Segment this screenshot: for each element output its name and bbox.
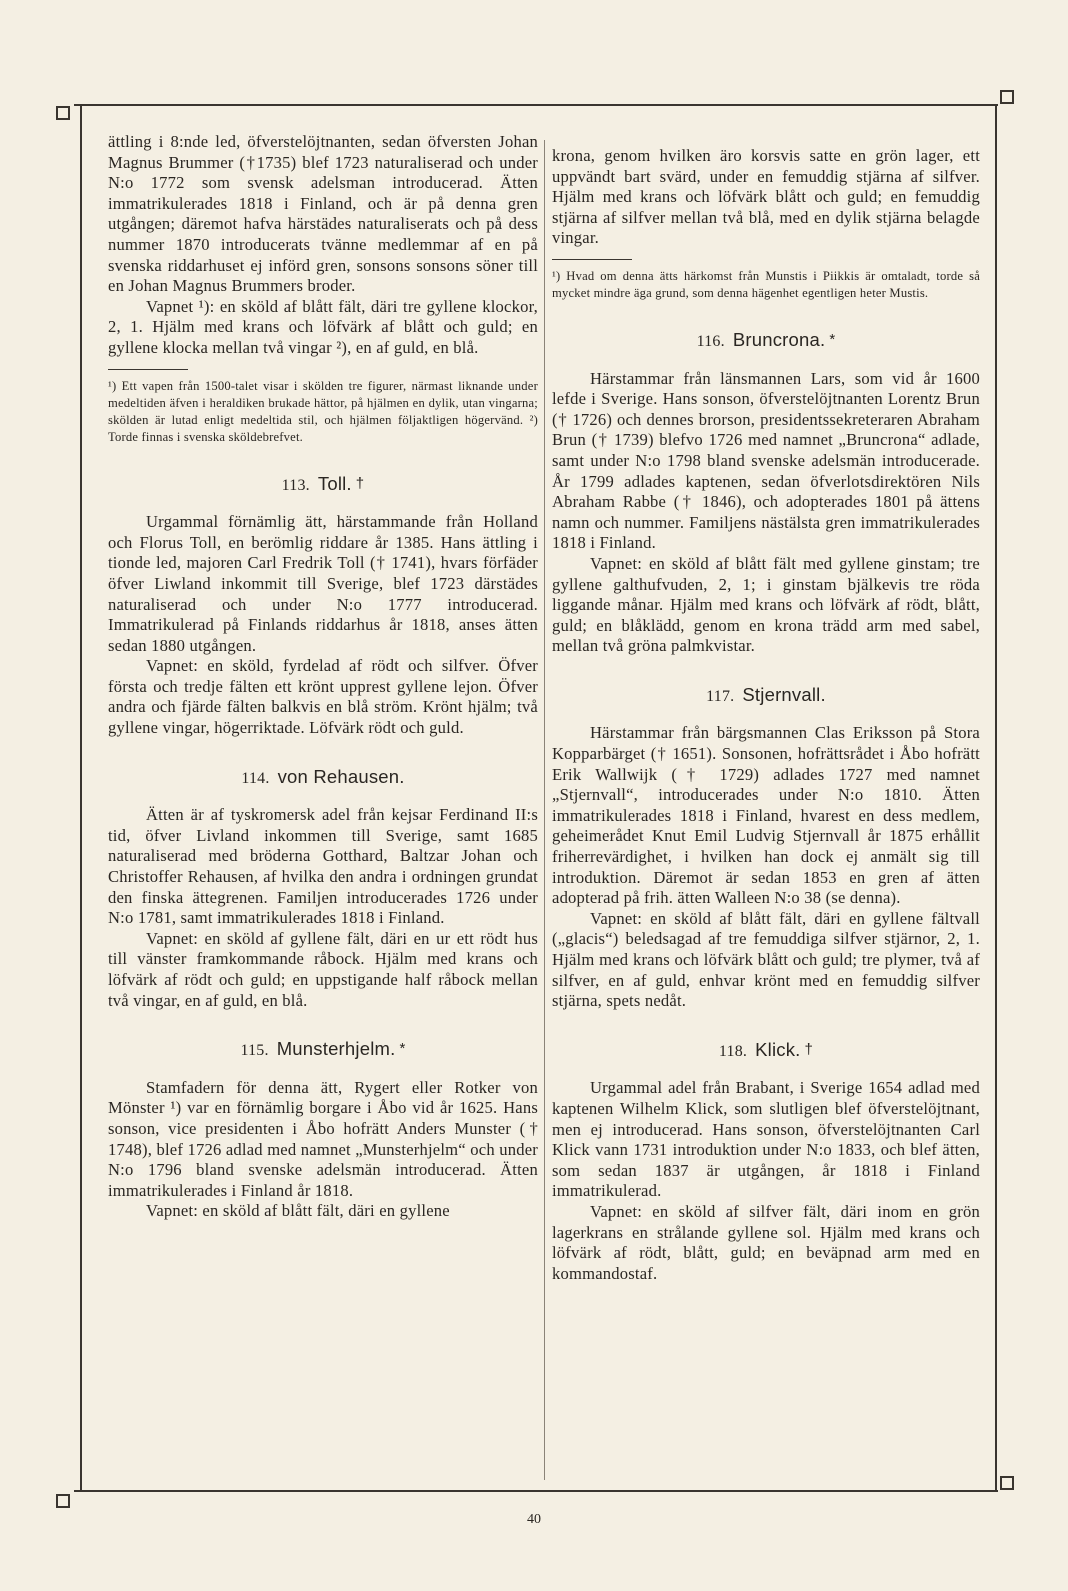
frame-bottom-rule xyxy=(74,1490,998,1492)
right-footnote: ¹) Hvad om denna ätts härkomst från Munstis i Piikkis är omtaladt, torde så mycket mindre äga grund, som denna hägenhet egentligen heter Mustis. xyxy=(552,268,980,300)
asterisk-mark: * xyxy=(399,1040,406,1058)
frame-corner-bottom-left xyxy=(56,1494,70,1508)
entry-number: 118. xyxy=(718,1042,748,1060)
frame-left-rule xyxy=(80,104,82,1492)
entry-number: 117. xyxy=(706,687,735,705)
munsterhjelm-paragraph-2: Vapnet: en sköld af blått fält, däri en gyllene xyxy=(146,1201,450,1221)
extinct-mark: † xyxy=(355,474,365,492)
extinct-mark: † xyxy=(804,1040,814,1058)
left-intro-paragraph-1: ättling i 8:nde led, öfverstelöjtnanten, sedan öfversten Johan Magnus Brummer (†1735) blef 1723 naturaliserad och under N:o 1772 som svensk adelsman introducerad. Ätten immatrikulerades 1818 i Finland, och är på denna gren utgången; däremot hafva härstädes naturaliserats och på dess nummer 1870 introducerats tvänne medlemmar af en på svenska riddarhuset ej införd gren, sonsons sonsons söner till en Johan Magnus Brummers broder. xyxy=(108,132,538,296)
right-intro-paragraph: krona, genom hvilken äro korsvis satte en grön lager, ett uppvändt bart svärd, under en femuddig stjärna af silfver. Hjälm med krans och löfvärk blått och guld; en femuddig stjärna af silfver mellan två blå, med en dylik stjärna belagde vingar. xyxy=(552,146,980,248)
heading-117 xyxy=(552,685,980,708)
entry-name: Toll. xyxy=(317,472,352,494)
right-column xyxy=(552,146,980,1284)
entry-number: 116. xyxy=(696,332,725,350)
bruncrona-paragraph-1: Härstammar från länsmannen Lars, som vid år 1600 lefde i Sverige. Hans sonson, öfverstelöjtnanten Lorentz Brun († 1726) och dennes brorson, presidentssekreteraren Abraham Brun († 1739) blefvo 1726 med namnet „Bruncrona“ adlade, samt under N:o 1798 bland svenske adelsmän introducerade. År 1799 adlades kaptenen, sedan öfverlotsdirektören Nils Abraham Rabbe († 1846), och adopterades 1801 på ättens namn och nummer. Familjens nästälsta gren immatrikulerades 1818 i Finland. xyxy=(552,368,980,553)
left-footnote: ¹) Ett vapen från 1500-talet visar i skölden tre figurer, närmast liknande under medeltiden äfven i heraldiken brukade hättor, på hjälmen en dylik, utan vingarna; skölden är lutad enligt medeltida stil, och hjälmen följaktligen högervänd. ²) Torde finnas i svenska sköldebrefvet. xyxy=(108,378,538,444)
stjernvall-paragraph-2: Vapnet: en sköld af blått fält, däri en gyllene fältvall („glacis“) beledsagad af tre femuddiga silfver stjärnor, 2, 1. Hjälm med krans och löfvärk blått och guld; tre plymer, två af silfver, en af guld, enhvar krönt med en femuddig silfver stjärna, spets nedåt. xyxy=(552,908,980,1011)
left-intro-paragraph-2: Vapnet ¹): en sköld af blått fält, däri tre gyllene klockor, 2, 1. Hjälm med krans och löfvärk af blått och guld; en gyllene klocka mellan två vingar ²), en af guld, en blå. xyxy=(108,296,538,357)
frame-corner-top-right xyxy=(1000,90,1014,104)
entry-number: 114. xyxy=(241,769,270,787)
footnote-rule xyxy=(552,259,632,260)
frame-top-rule xyxy=(74,104,998,106)
left-column xyxy=(108,132,538,1222)
rehausen-paragraph-1: Ätten är af tyskromersk adel från kejsar Ferdinand II:s tid, öfver Livland inkommen till Sverige, samt 1685 naturaliserad med bröderna Gotthard, Baltzar Johan och Christoffer Rehausen, af hvilka den andra i ordningen grundat den finska ättegrenen. Familjen introducerades 1726 under N:o 1781, samt immatrikulerades 1818 i Finland. xyxy=(108,805,538,928)
toll-paragraph-1: Urgammal förnämlig ätt, härstammande från Holland och Florus Toll, en berömlig riddare år 1385. Hans ättling i tionde led, majoren Carl Fredrik Toll († 1741), hvars förfäder öfver Liwland inkommit till Sverige, blef 1723 därstädes naturaliserad och under N:o 1777 introducerad. Immatrikulerad på Finlands riddarhus år 1818, anses ätten sedan 1880 utgången. xyxy=(108,512,538,655)
toll-paragraph-2: Vapnet: en sköld, fyrdelad af rödt och silfver. Öfver första och tredje fälten ett krönt upprest gyllene lejon. Öfver andra och fjärde fälten balkvis en blå ström. Krönt hjälm; två gyllene vingar, högerriktade. Löfvärk rödt och guld. xyxy=(108,656,538,738)
munsterhjelm-paragraph-1: Stamfadern för denna ätt, Rygert eller Rotker von Mönster ¹) var en förnämlig borgare i Åbo vid år 1625. Hans sonson, vice presidenten i Åbo hofrätt Anders Munster († 1748), blef 1726 adlad med namnet „Munsterhjelm“ och under N:o 1796 bland svenske adelsmän introducerad. Ätten immatrikulerades i Finland år 1818. xyxy=(108,1077,538,1200)
page-number: 40 xyxy=(527,1512,541,1527)
column-divider xyxy=(544,140,545,1480)
entry-name: Klick. xyxy=(755,1038,801,1060)
heading-114 xyxy=(108,767,538,790)
heading-113 xyxy=(108,474,538,497)
klick-paragraph-1: Urgammal adel från Brabant, i Sverige 1654 adlad med kaptenen Wilhelm Klick, som slutligen blef öfverstelöjtnant, men ej introducerad. Hans sonson, öfverstelöjtnanten Carl Klick vann 1731 introduktion under N:o 1833, och blef ätten, som sedan 1837 är utgången, år 1818 i Finland immatrikulerad. xyxy=(552,1078,980,1201)
frame-right-rule xyxy=(995,104,997,1492)
heading-118 xyxy=(552,1040,980,1063)
footnote-rule xyxy=(108,369,188,370)
entry-name: Stjernvall. xyxy=(742,683,826,705)
entry-number: 115. xyxy=(240,1042,269,1060)
entry-name: Bruncrona. xyxy=(732,328,826,350)
frame-corner-bottom-right xyxy=(1000,1476,1014,1490)
heading-115 xyxy=(108,1039,538,1062)
asterisk-mark: * xyxy=(829,330,836,348)
entry-name: Munsterhjelm. xyxy=(276,1038,396,1060)
heading-116 xyxy=(552,330,980,353)
bruncrona-paragraph-2: Vapnet: en sköld af blått fält med gyllene ginstam; tre gyllene galthufvuden, 2, 1; i ginstam bjälkevis tre röda liggande månar. Hjälm med krans och löfvärk af rödt, blått, guld; en blåklädd, genom en krona trädd arm med sabel, mellan två gröna palmkvistar. xyxy=(552,553,980,656)
entry-number: 113. xyxy=(281,476,310,494)
klick-paragraph-2: Vapnet: en sköld af silfver fält, däri inom en grön lagerkrans en strålande gyllene sol. Hjälm med krans och löfvärk af rödt, blått, guld; en beväpnad arm med en kommandostaf. xyxy=(552,1201,980,1283)
entry-name: von Rehausen. xyxy=(277,765,405,787)
stjernvall-paragraph-1: Härstammar från bärgsmannen Clas Eriksson på Stora Kopparbärget († 1651). Sonsonen, hofrättsrådet i Åbo hofrätt Erik Wallwijk († 1729) adlades 1727 med namnet „Stjernvall“, introducerades under N:o 1810. Ätten immatrikulerades 1818 i Finland, hvarest en dess medlem, geheimerådet Knut Emil Ludvig Stjernvall år 1875 erhållit friherrevärdighet, i hvilken han dock ej anmält sig till introduktion. Däremot är sedan 1853 en gren af ätten adopterad på frih. ätten Walleen N:o 38 (se denna). xyxy=(552,723,980,908)
frame-corner-top-left xyxy=(56,106,70,120)
rehausen-paragraph-2: Vapnet: en sköld af gyllene fält, däri en ur ett rödt hus till vänster framkommande råbock. Hjälm med krans och löfvärk af rödt och guld; en uppstigande half råbock mellan två vingar, en af guld, en blå. xyxy=(108,928,538,1010)
